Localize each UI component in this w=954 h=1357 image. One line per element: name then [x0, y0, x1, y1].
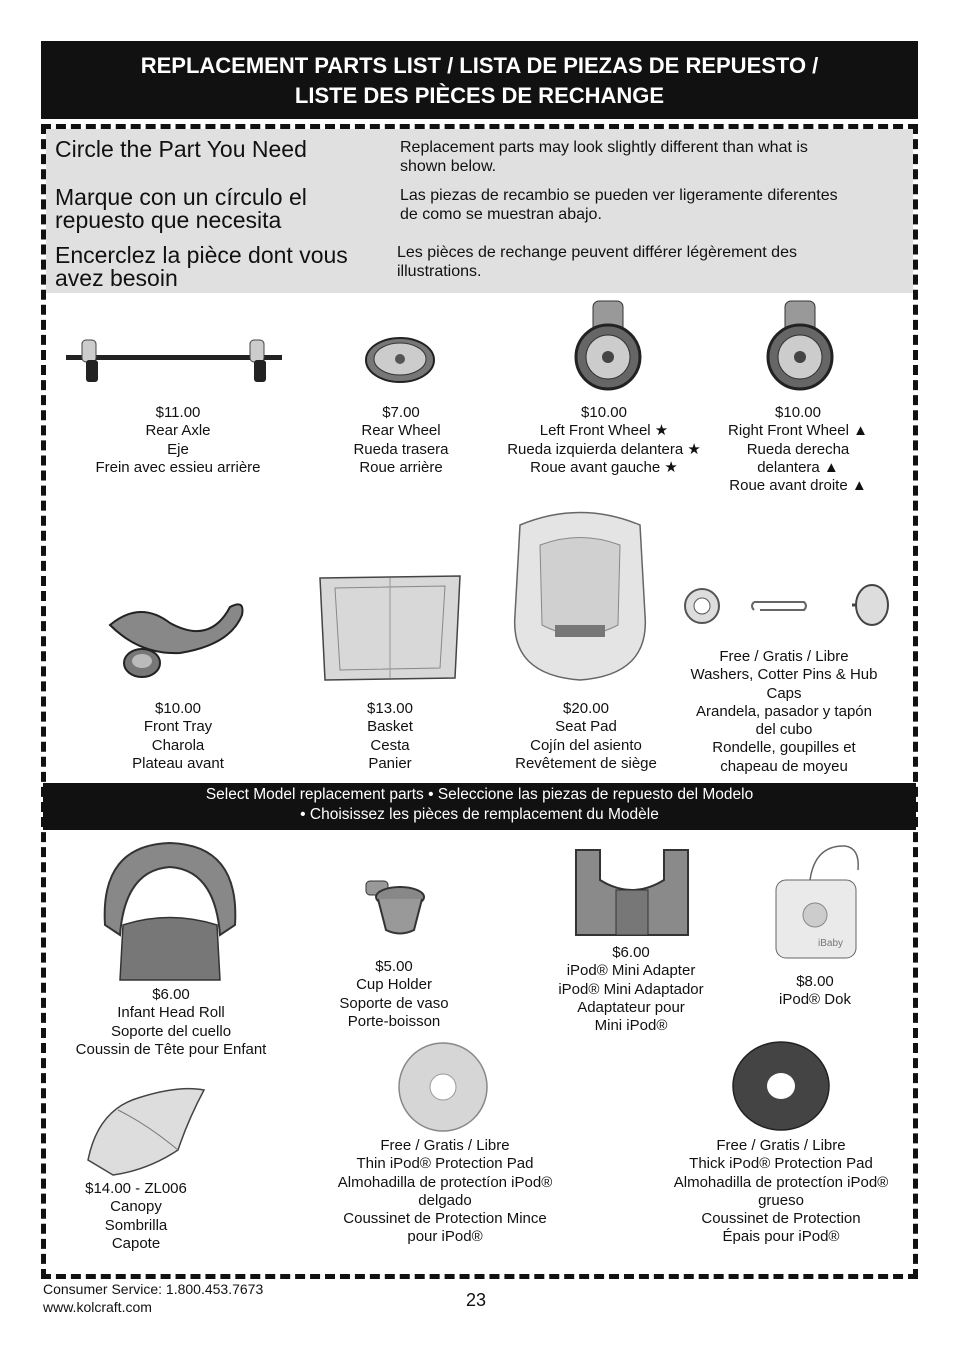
- thick-pad-caption: Free / Gratis / Libre Thick iPod® Protection Pad Almohadilla de protectíon iPod® grueso Coussinet de Protection Épais pour iPod®: [673, 1137, 889, 1246]
- consumer-service-phone: Consumer Service: 1.800.453.7673: [43, 1281, 264, 1297]
- left-front-wheel-caption: $10.00 Left Front Wheel ★ Rueda izquierda delantera ★ Roue avant gauche ★: [507, 404, 701, 476]
- circle-instruction-fr-2: avez besoin: [55, 265, 178, 291]
- note-es-1: Las piezas de recambio se pueden ver ligeramente diferentes: [400, 187, 838, 204]
- front-tray-caption: $10.00 Front Tray Charola Plateau avant: [132, 700, 224, 772]
- note-es-2: de como se muestran abajo.: [400, 206, 602, 223]
- head-roll-image: [95, 835, 245, 985]
- right-front-wheel-caption: $10.00 Right Front Wheel ▲ Rueda derecha delantera ▲ Roue avant droite ▲: [728, 404, 868, 495]
- left-front-wheel-image: [573, 297, 643, 397]
- note-en-1: Replacement parts may look slightly different than what is: [400, 139, 808, 156]
- canopy-caption: $14.00 - ZL006 Canopy Sombrilla Capote: [85, 1180, 187, 1252]
- mini-adapter-image: [572, 840, 692, 940]
- website-url: www.kolcraft.com: [43, 1299, 152, 1315]
- page-number: 23: [466, 1290, 487, 1310]
- cotter-pin-image: [750, 594, 810, 619]
- thin-pad-image: [396, 1040, 491, 1135]
- note-en-2: shown below.: [400, 158, 497, 175]
- page-header: [41, 41, 918, 119]
- rear-axle-caption: $11.00 Rear Axle Eje Frein avec essieu arrière: [95, 404, 261, 476]
- ipod-dok-image: [770, 840, 865, 965]
- cup-holder-image: [360, 875, 430, 940]
- note-fr-1: Les pièces de rechange peuvent différer légèrement des: [397, 244, 797, 261]
- circle-instruction-fr-1: Encerclez la pièce dont vous: [55, 242, 348, 268]
- seat-pad-caption: $20.00 Seat Pad Cojín del asiento Revêtement de siège: [515, 700, 657, 772]
- note-fr-2: illustrations.: [397, 263, 482, 280]
- rear-wheel-caption: $7.00 Rear Wheel Rueda trasera Roue arrière: [353, 404, 449, 476]
- rear-axle-image: [62, 330, 286, 390]
- seat-pad-image: [500, 505, 660, 685]
- ipod-dok-caption: $8.00 iPod® Dok: [779, 973, 851, 1009]
- front-tray-image: [100, 595, 250, 685]
- select-model-line2: • Choisissez les pièces de remplacement du Modèle: [300, 805, 659, 823]
- washer-image: [682, 586, 722, 626]
- cup-holder-caption: $5.00 Cup Holder Soporte de vaso Porte-boisson: [339, 958, 449, 1030]
- mini-adapter-caption: $6.00 iPod® Mini Adapter iPod® Mini Adaptador Adaptateur pour Mini iPod®: [558, 944, 704, 1035]
- thin-pad-caption: Free / Gratis / Libre Thin iPod® Protection Pad Almohadilla de protectíon iPod® delgado Coussinet de Protection Mince pour iPod®: [337, 1137, 553, 1246]
- basket-image: [315, 568, 465, 688]
- circle-instruction-en: Circle the Part You Need: [55, 136, 307, 162]
- rear-wheel-image: [362, 335, 442, 385]
- thick-pad-image: [731, 1040, 831, 1132]
- head-roll-caption: $6.00 Infant Head Roll Soporte del cuello Coussin de Tête pour Enfant: [75, 986, 267, 1058]
- header-title-line1: REPLACEMENT PARTS LIST / LISTA DE PIEZAS DE REPUESTO /: [140, 53, 819, 78]
- select-model-band: [43, 783, 916, 830]
- select-model-line1: Select Model replacement parts • Seleccione las piezas de repuesto del Modelo: [205, 786, 754, 803]
- canopy-image: [78, 1080, 208, 1180]
- basket-caption: $13.00 Basket Cesta Panier: [367, 700, 413, 772]
- circle-instruction-es-1: Marque con un círculo el: [55, 184, 307, 210]
- right-front-wheel-image: [765, 297, 835, 397]
- ipod-dok-logo: iBaby: [818, 938, 844, 949]
- circle-instruction-es-2: repuesto que necesita: [55, 207, 282, 233]
- header-title-line2: LISTE DES PIÈCES DE RECHANGE: [294, 83, 665, 108]
- hub-cap-image: [846, 583, 891, 628]
- washers-caption: Free / Gratis / Libre Washers, Cotter Pins & Hub Caps Arandela, pasador y tapón del cubo Rondelle, goupilles et chapeau de moyeu: [690, 648, 878, 775]
